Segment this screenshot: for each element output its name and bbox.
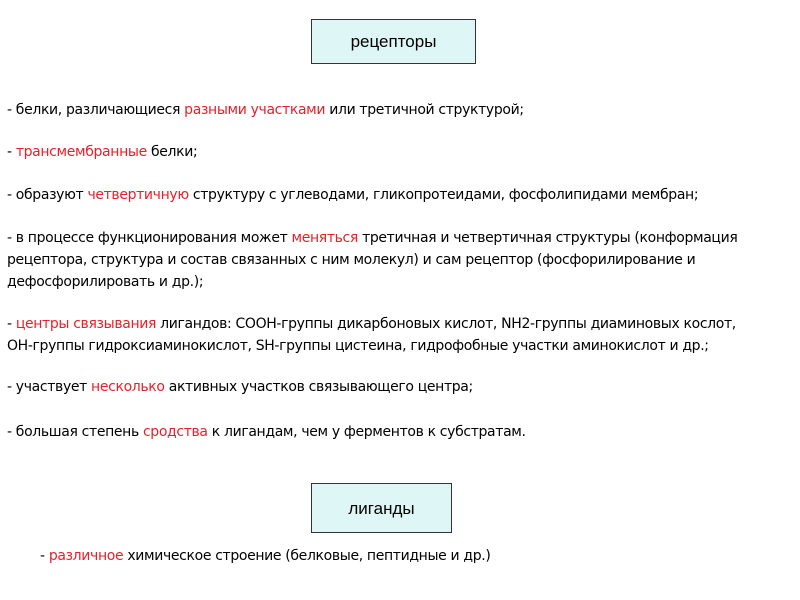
- ligand-item-1: [40, 545, 800, 567]
- item-text: - в процессе функционирования может: [7, 230, 292, 246]
- item-text: лигандов: СООН-группы дикарбоновых кислот, NH2-группы диаминовых кослот,: [156, 316, 736, 332]
- item-text: химическое строение (белковые, пептидные и др.): [123, 548, 491, 564]
- receptor-item-4: [7, 227, 789, 293]
- item-text: активных участков связывающего центра;: [164, 379, 473, 395]
- ligands-header-box: [311, 483, 452, 533]
- item-text: к лигандам, чем у ферментов к субстратам.: [207, 424, 526, 440]
- item-text: - образуют: [7, 187, 88, 203]
- item-text: рецептора, структура и состав связанных с ним молекул) и сам рецептор (фосфорилирование и: [7, 252, 696, 268]
- item-text: - большая степень: [7, 424, 143, 440]
- item-text: -: [7, 316, 16, 332]
- item-text: -: [7, 144, 16, 160]
- item-highlight: четвертичную: [87, 187, 189, 203]
- item-highlight: центры связывания: [15, 316, 157, 332]
- receptor-item-1: [7, 99, 789, 121]
- item-text: или третичной структурой;: [325, 102, 524, 118]
- receptor-item-7: [7, 421, 789, 443]
- receptor-item-6: [7, 376, 789, 398]
- item-text: - белки, различающиеся: [7, 102, 185, 118]
- item-text: дефосфорилировать и др.);: [7, 274, 204, 290]
- item-text: - участвует: [7, 379, 92, 395]
- item-text: ОН-группы гидроксиаминокислот, SH-группы цистеина, гидрофобные участки аминокислот и др.;: [7, 338, 709, 354]
- item-text: третичная и четвертичная структуры (конформация: [357, 230, 738, 246]
- receptor-item-2: [7, 141, 789, 163]
- receptors-header-box: [311, 19, 476, 64]
- item-highlight: различное: [48, 548, 124, 564]
- item-text: структуру с углеводами, гликопротеидами, фосфолипидами мембран;: [188, 187, 699, 203]
- receptors-header-label: рецепторы: [350, 32, 437, 51]
- item-text: -: [40, 548, 49, 564]
- item-highlight: трансмембранные: [15, 144, 147, 160]
- ligands-header-label: лиганды: [348, 498, 415, 518]
- receptor-item-3: [7, 184, 789, 206]
- item-highlight: сродства: [142, 424, 208, 440]
- item-highlight: разными участками: [184, 102, 326, 118]
- item-highlight: меняться: [291, 230, 358, 246]
- item-highlight: несколько: [91, 379, 165, 395]
- item-text: белки;: [146, 144, 198, 160]
- receptor-item-5: [7, 313, 789, 357]
